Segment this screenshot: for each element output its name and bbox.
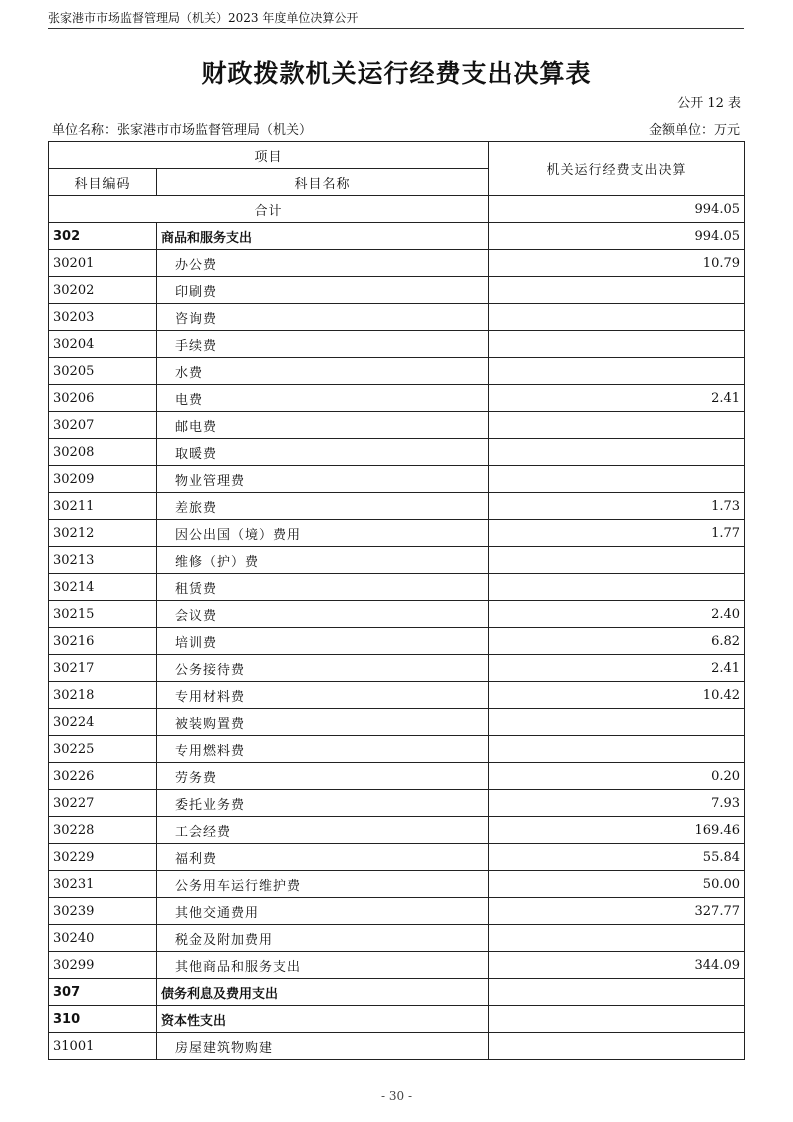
header-project: 项目 <box>49 142 489 169</box>
table-row <box>49 844 745 871</box>
row-value: 1.77 <box>489 520 745 547</box>
row-code: 30205 <box>49 358 157 385</box>
row-value <box>489 304 745 331</box>
table-row <box>49 250 745 277</box>
row-code: 30209 <box>49 466 157 493</box>
row-name: 差旅费 <box>157 493 489 520</box>
row-name: 被装购置费 <box>157 709 489 736</box>
row-name: 福利费 <box>157 844 489 871</box>
row-value <box>489 925 745 952</box>
row-name: 工会经费 <box>157 817 489 844</box>
row-name: 其他商品和服务支出 <box>157 952 489 979</box>
table-row <box>49 763 745 790</box>
row-value: 50.00 <box>489 871 745 898</box>
row-name: 邮电费 <box>157 412 489 439</box>
row-value: 6.82 <box>489 628 745 655</box>
row-code: 30225 <box>49 736 157 763</box>
row-value: 0.20 <box>489 763 745 790</box>
table-row <box>49 1006 745 1033</box>
row-name: 培训费 <box>157 628 489 655</box>
total-row <box>49 196 745 223</box>
row-code: 30212 <box>49 520 157 547</box>
table-row <box>49 952 745 979</box>
row-value: 994.05 <box>489 223 745 250</box>
row-code: 30227 <box>49 790 157 817</box>
row-value <box>489 331 745 358</box>
table-row <box>49 898 745 925</box>
row-value: 169.46 <box>489 817 745 844</box>
table-row <box>49 1033 745 1060</box>
row-code: 30215 <box>49 601 157 628</box>
row-value: 10.42 <box>489 682 745 709</box>
table-row <box>49 520 745 547</box>
row-value <box>489 358 745 385</box>
row-name: 资本性支出 <box>157 1006 489 1033</box>
row-code: 30217 <box>49 655 157 682</box>
row-code: 30218 <box>49 682 157 709</box>
table-row <box>49 331 745 358</box>
table-row <box>49 817 745 844</box>
row-code: 30207 <box>49 412 157 439</box>
row-name: 取暖费 <box>157 439 489 466</box>
row-value: 344.09 <box>489 952 745 979</box>
row-value <box>489 277 745 304</box>
table-row <box>49 466 745 493</box>
row-code: 30239 <box>49 898 157 925</box>
row-code: 30299 <box>49 952 157 979</box>
table-row <box>49 709 745 736</box>
row-code: 30216 <box>49 628 157 655</box>
page-number: - 30 - <box>380 1089 412 1103</box>
row-code: 30206 <box>49 385 157 412</box>
row-name: 房屋建筑物购建 <box>157 1033 489 1060</box>
row-code: 30224 <box>49 709 157 736</box>
row-name: 因公出国（境）费用 <box>157 520 489 547</box>
row-name: 公务接待费 <box>157 655 489 682</box>
row-code: 30202 <box>49 277 157 304</box>
row-value <box>489 709 745 736</box>
row-value: 2.40 <box>489 601 745 628</box>
row-value <box>489 1006 745 1033</box>
table-row <box>49 304 745 331</box>
page-title: 财政拨款机关运行经费支出决算表 <box>201 59 592 88</box>
row-code: 30240 <box>49 925 157 952</box>
table-row <box>49 925 745 952</box>
row-code: 31001 <box>49 1033 157 1060</box>
row-code: 30204 <box>49 331 157 358</box>
row-name: 租赁费 <box>157 574 489 601</box>
table-row <box>49 439 745 466</box>
table-row <box>49 790 745 817</box>
row-code: 30203 <box>49 304 157 331</box>
expenditure-table <box>48 141 745 1060</box>
table-row <box>49 574 745 601</box>
row-value <box>489 736 745 763</box>
running-header: 张家港市市场监督管理局（机关）2023 年度单位决算公开 <box>48 8 744 29</box>
row-code: 30211 <box>49 493 157 520</box>
row-name: 公务用车运行维护费 <box>157 871 489 898</box>
table-row <box>49 628 745 655</box>
row-code: 30201 <box>49 250 157 277</box>
row-name: 咨询费 <box>157 304 489 331</box>
row-code: 30214 <box>49 574 157 601</box>
table-row <box>49 979 745 1006</box>
row-value: 327.77 <box>489 898 745 925</box>
row-name: 物业管理费 <box>157 466 489 493</box>
header-value: 机关运行经费支出决算 <box>489 142 745 196</box>
row-name: 债务利息及费用支出 <box>157 979 489 1006</box>
header-name: 科目名称 <box>157 169 489 196</box>
table-row <box>49 655 745 682</box>
row-name: 水费 <box>157 358 489 385</box>
row-value <box>489 439 745 466</box>
row-name: 专用材料费 <box>157 682 489 709</box>
row-name: 税金及附加费用 <box>157 925 489 952</box>
table-row <box>49 736 745 763</box>
unit-name: 单位名称：张家港市市场监督管理局（机关） <box>52 123 313 138</box>
row-value: 1.73 <box>489 493 745 520</box>
row-code: 30226 <box>49 763 157 790</box>
row-value <box>489 979 745 1006</box>
row-name: 印刷费 <box>157 277 489 304</box>
row-code: 30213 <box>49 547 157 574</box>
row-name: 其他交通费用 <box>157 898 489 925</box>
row-name: 商品和服务支出 <box>157 223 489 250</box>
row-code: 30208 <box>49 439 157 466</box>
row-code: 302 <box>49 223 157 250</box>
header-row-1 <box>49 142 745 169</box>
row-name: 手续费 <box>157 331 489 358</box>
row-value: 10.79 <box>489 250 745 277</box>
row-value: 55.84 <box>489 844 745 871</box>
row-name: 专用燃料费 <box>157 736 489 763</box>
table-row <box>49 223 745 250</box>
row-name: 委托业务费 <box>157 790 489 817</box>
row-value <box>489 574 745 601</box>
table-number: 公开 12 表 <box>677 96 741 111</box>
row-code: 30228 <box>49 817 157 844</box>
row-name: 办公费 <box>157 250 489 277</box>
row-name: 维修（护）费 <box>157 547 489 574</box>
row-name: 电费 <box>157 385 489 412</box>
table-row <box>49 277 745 304</box>
row-name: 会议费 <box>157 601 489 628</box>
row-value: 2.41 <box>489 385 745 412</box>
total-value: 994.05 <box>489 196 745 223</box>
header-code: 科目编码 <box>49 169 157 196</box>
table-row <box>49 385 745 412</box>
row-value <box>489 1033 745 1060</box>
row-value: 7.93 <box>489 790 745 817</box>
table-row <box>49 871 745 898</box>
row-code: 310 <box>49 1006 157 1033</box>
table-row <box>49 412 745 439</box>
total-label: 合计 <box>49 196 489 223</box>
table-row <box>49 493 745 520</box>
row-code: 30231 <box>49 871 157 898</box>
row-value: 2.41 <box>489 655 745 682</box>
table-row <box>49 682 745 709</box>
row-value <box>489 547 745 574</box>
row-code: 307 <box>49 979 157 1006</box>
row-value <box>489 412 745 439</box>
row-value <box>489 466 745 493</box>
row-name: 劳务费 <box>157 763 489 790</box>
table-row <box>49 601 745 628</box>
row-code: 30229 <box>49 844 157 871</box>
table-row <box>49 547 745 574</box>
amount-unit: 金额单位：万元 <box>648 123 740 138</box>
table-row <box>49 358 745 385</box>
